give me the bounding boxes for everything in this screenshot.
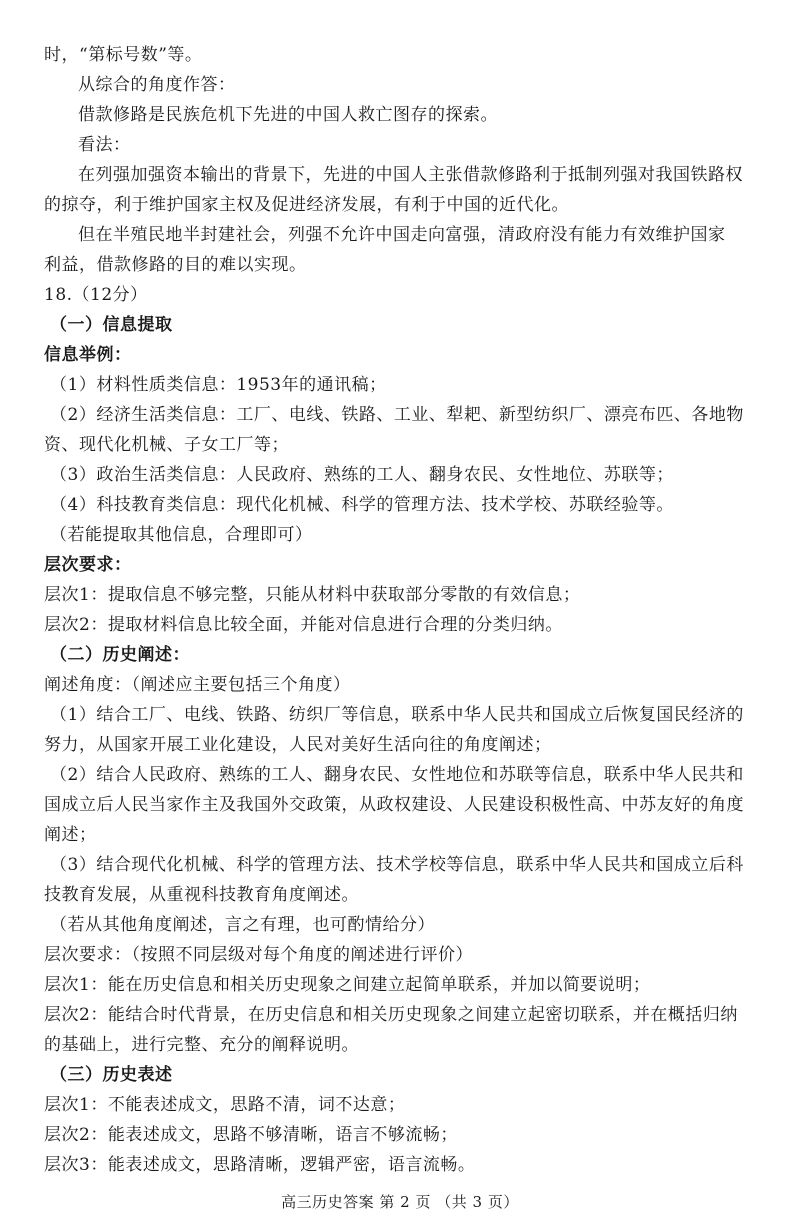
- text-line: 在列强加强资本输出的背景下，先进的中国人主张借款修路利于抵制列强对我国铁路权: [78, 165, 743, 185]
- text-line: （1）材料性质类信息：1953年的通讯稿；: [50, 375, 387, 395]
- text-line: 层次2：提取材料信息比较全面，并能对信息进行合理的分类归纳。: [44, 615, 563, 635]
- text-line: 努力，从国家开展工业化建设，人民对美好生活向往的角度阐述；: [44, 735, 552, 755]
- section-heading: （二）历史阐述：: [50, 645, 190, 665]
- text-line: （若从其他角度阐述，言之有理，也可酌情给分）: [50, 915, 435, 935]
- text-line: （3）政治生活类信息：人民政府、熟练的工人、翻身农民、女性地位、苏联等；: [50, 465, 674, 485]
- text-line: 的基础上，进行完整、充分的阐释说明。: [44, 1035, 359, 1055]
- text-line: （1）结合工厂、电线、铁路、纺织厂等信息，联系中华人民共和国成立后恢复国民经济的: [50, 705, 744, 725]
- text-line: 的掠夺，利于维护国家主权及促进经济发展，有利于中国的近代化。: [44, 195, 569, 215]
- text-line: （3）结合现代化机械、科学的管理方法、技术学校等信息，联系中华人民共和国成立后科: [50, 855, 744, 875]
- text-line: 层次2：能表述成文，思路不够清晰，语言不够流畅；: [44, 1125, 458, 1145]
- text-line: 层次2：能结合时代背景，在历史信息和相关历史现象之间建立起密切联系，并在概括归纳: [44, 1005, 738, 1025]
- sub-heading: 阐述角度：（阐述应主要包括三个角度）: [44, 675, 351, 695]
- text-line: 技教育发展，从重视科技教育角度阐述。: [44, 885, 359, 905]
- text-line: 层次1：能在历史信息和相关历史现象之间建立起简单联系，并加以简要说明；: [44, 975, 651, 995]
- text-line: 看法：: [78, 135, 131, 155]
- text-line: 层次1：不能表述成文，思路不清，词不达意；: [44, 1095, 406, 1115]
- text-line: （2）结合人民政府、熟练的工人、翻身农民、女性地位和苏联等信息，联系中华人民共和: [50, 765, 744, 785]
- section-heading: （三）历史表述: [50, 1065, 173, 1085]
- text-line: 国成立后人民当家作主及我国外交政策，从政权建设、人民建设积极性高、中苏友好的角度: [44, 795, 744, 815]
- question-number: 18.（12分）: [44, 285, 148, 305]
- text-line: （4）科技教育类信息：现代化机械、科学的管理方法、技术学校、苏联经验等。: [50, 495, 674, 515]
- page-footer: 高三历史答案 第 2 页 （共 3 页）: [281, 1193, 519, 1211]
- text-line: 层次3：能表述成文，思路清晰，逻辑严密，语言流畅。: [44, 1155, 476, 1175]
- text-line: 但在半殖民地半封建社会，列强不允许中国走向富强，清政府没有能力有效维护国家: [78, 225, 726, 245]
- sub-heading: 信息举例：: [44, 345, 132, 365]
- text-line: 从综合的角度作答：: [78, 75, 236, 95]
- text-line: 层次1：提取信息不够完整，只能从材料中获取部分零散的有效信息；: [44, 585, 581, 605]
- section-heading: （一）信息提取: [50, 315, 173, 335]
- text-line: （若能提取其他信息，合理即可）: [50, 525, 313, 545]
- sub-heading: 层次要求：（按照不同层级对每个角度的阐述进行评价）: [44, 945, 473, 965]
- text-line: 利益，借款修路的目的难以实现。: [44, 255, 307, 275]
- text-line: 时，“第标号数”等。: [44, 45, 203, 65]
- text-line: 借款修路是民族危机下先进的中国人救亡图存的探索。: [78, 105, 498, 125]
- text-line: 阐述；: [44, 825, 97, 845]
- sub-heading: 层次要求：: [44, 555, 132, 575]
- text-line: （2）经济生活类信息：工厂、电线、铁路、工业、犁耙、新型纺织厂、漂亮布匹、各地物: [50, 405, 744, 425]
- text-line: 资、现代化机械、子女工厂等；: [44, 435, 289, 455]
